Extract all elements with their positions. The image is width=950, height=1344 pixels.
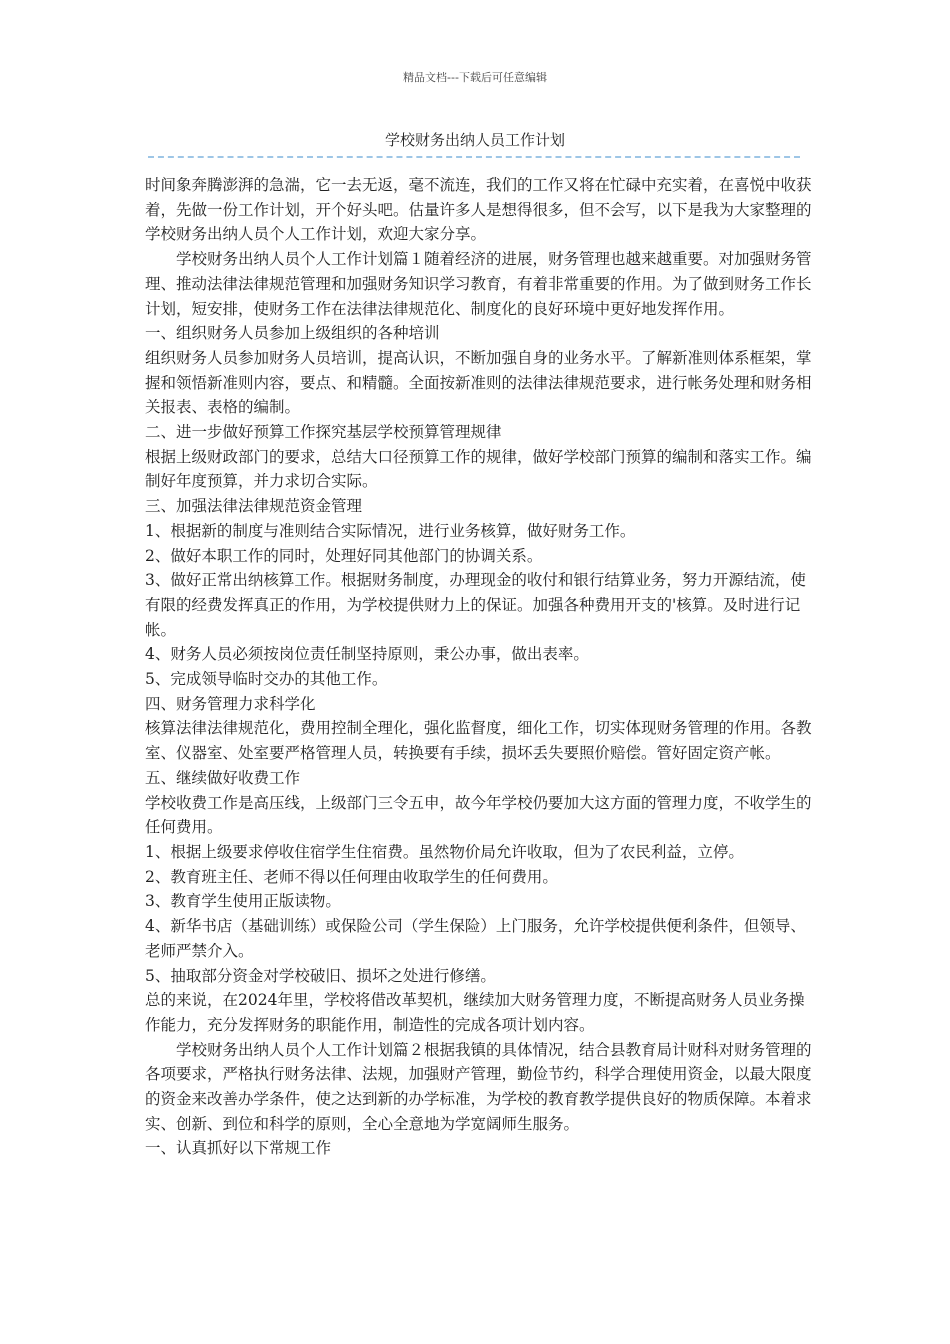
section-heading: 二、进一步做好预算工作探究基层学校预算管理规律: [145, 423, 502, 442]
list-item: 4、新华书店（基础训练）或保险公司（学生保险）上门服务，允许学校提供便利条件，但领导、老师严禁介入。: [145, 917, 806, 960]
list-item: 3、教育学生使用正版读物。: [145, 892, 341, 911]
list-item: 5、完成领导临时交办的其他工作。: [145, 670, 388, 689]
list-item: 1、根据新的制度与准则结合实际情况，进行业务核算，做好财务工作。: [145, 521, 636, 540]
paragraph: 核算法律法律规范化，费用控制全理化，强化监督度，细化工作，切实体现财务管理的作用。各教室、仪器室、处室要严格管理人员，转换要有手续，损坏丢失要照价赔偿。管好固定资产帐。: [145, 719, 812, 763]
section-heading: 一、组织财务人员参加上级组织的各种培训: [145, 324, 440, 343]
list-item: 2、做好本职工作的同时，处理好同其他部门的协调关系。: [145, 546, 543, 565]
document-body: [145, 173, 813, 1161]
list-item: 3、做好正常出纳核算工作。根据财务制度，办理现金的收付和银行结算业务，努力开源结流，使有限的经费发挥真正的作用，为学校提供财力上的保证。加强各种费用开支的'核算。及时进行记帐。: [145, 571, 806, 639]
section-heading: 三、加强法律法律规范资金管理: [145, 497, 363, 516]
section-heading: 一、认真抓好以下常规工作: [145, 1139, 332, 1158]
paragraph: 学校收费工作是高压线，上级部门三令五申，故今年学校仍要加大这方面的管理力度，不收学生的任何费用。: [145, 793, 812, 837]
section-heading: 四、财务管理力求科学化: [145, 694, 316, 713]
title-divider: [148, 156, 800, 158]
paragraph: 时间象奔腾澎湃的急湍，它一去无返，毫不流连，我们的工作又将在忙碌中充实着，在喜悦中收获着，先做一份工作计划，开个好头吧。估量许多人是想得很多，但不会写，以下是我为大家整理的学校财务出纳人员个人工作计划，欢迎大家分享。: [145, 176, 812, 244]
document-title: 学校财务出纳人员工作计划: [384, 131, 565, 149]
page-header: 精品文档---下载后可任意编辑: [403, 71, 547, 84]
list-item: 2、教育班主任、老师不得以任何理由收取学生的任何费用。: [145, 867, 558, 886]
paragraph: 组织财务人员参加财务人员培训，提高认识，不断加强自身的业务水平。了解新准则体系框架，掌握和领悟新准则内容，要点、和精髓。全面按新准则的法律法律规范要求，进行帐务处理和财务相关报表、表格的编制。: [145, 348, 812, 417]
paragraph: 学校财务出纳人员个人工作计划篇２根据我镇的具体情况，结合县教育局计财科对财务管理的各项要求，严格执行财务法律、法规，加强财产管理，勤俭节约，科学合理使用资金，以最大限度的资金来改善办学条件，使之达到新的办学标准，为学校的教育教学提供良好的物质保障。本着求实、创新、到位和科学的原则，全心全意地为学宽阔师生服务。: [145, 1040, 812, 1133]
paragraph: 根据上级财政部门的要求，总结大口径预算工作的规律，做好学校部门预算的编制和落实工作。编制好年度预算，并力求切合实际。: [145, 447, 812, 491]
list-item: 4、财务人员必须按岗位责任制坚持原则，秉公办事，做出表率。: [145, 645, 589, 664]
list-item: 5、抽取部分资金对学校破旧、损坏之处进行修缮。: [145, 966, 496, 985]
list-item: 1、根据上级要求停收住宿学生住宿费。虽然物价局允许收取，但为了农民利益，立停。: [145, 842, 744, 861]
paragraph: 学校财务出纳人员个人工作计划篇１随着经济的进展，财务管理也越来越重要。对加强财务管理、推动法律法律规范管理和加强财务知识学习教育，有着非常重要的作用。为了做到财务工作长计划，短安排，使财务工作在法律法律规范化、制度化的良好环境中更好地发挥作用。: [145, 250, 812, 318]
section-heading: 五、继续做好收费工作: [145, 768, 301, 787]
paragraph: 总的来说，在2024年里，学校将借改革契机，继续加大财务管理力度，不断提高财务人员业务操作能力，充分发挥财务的职能作用，制造性的完成各项计划内容。: [145, 991, 805, 1034]
